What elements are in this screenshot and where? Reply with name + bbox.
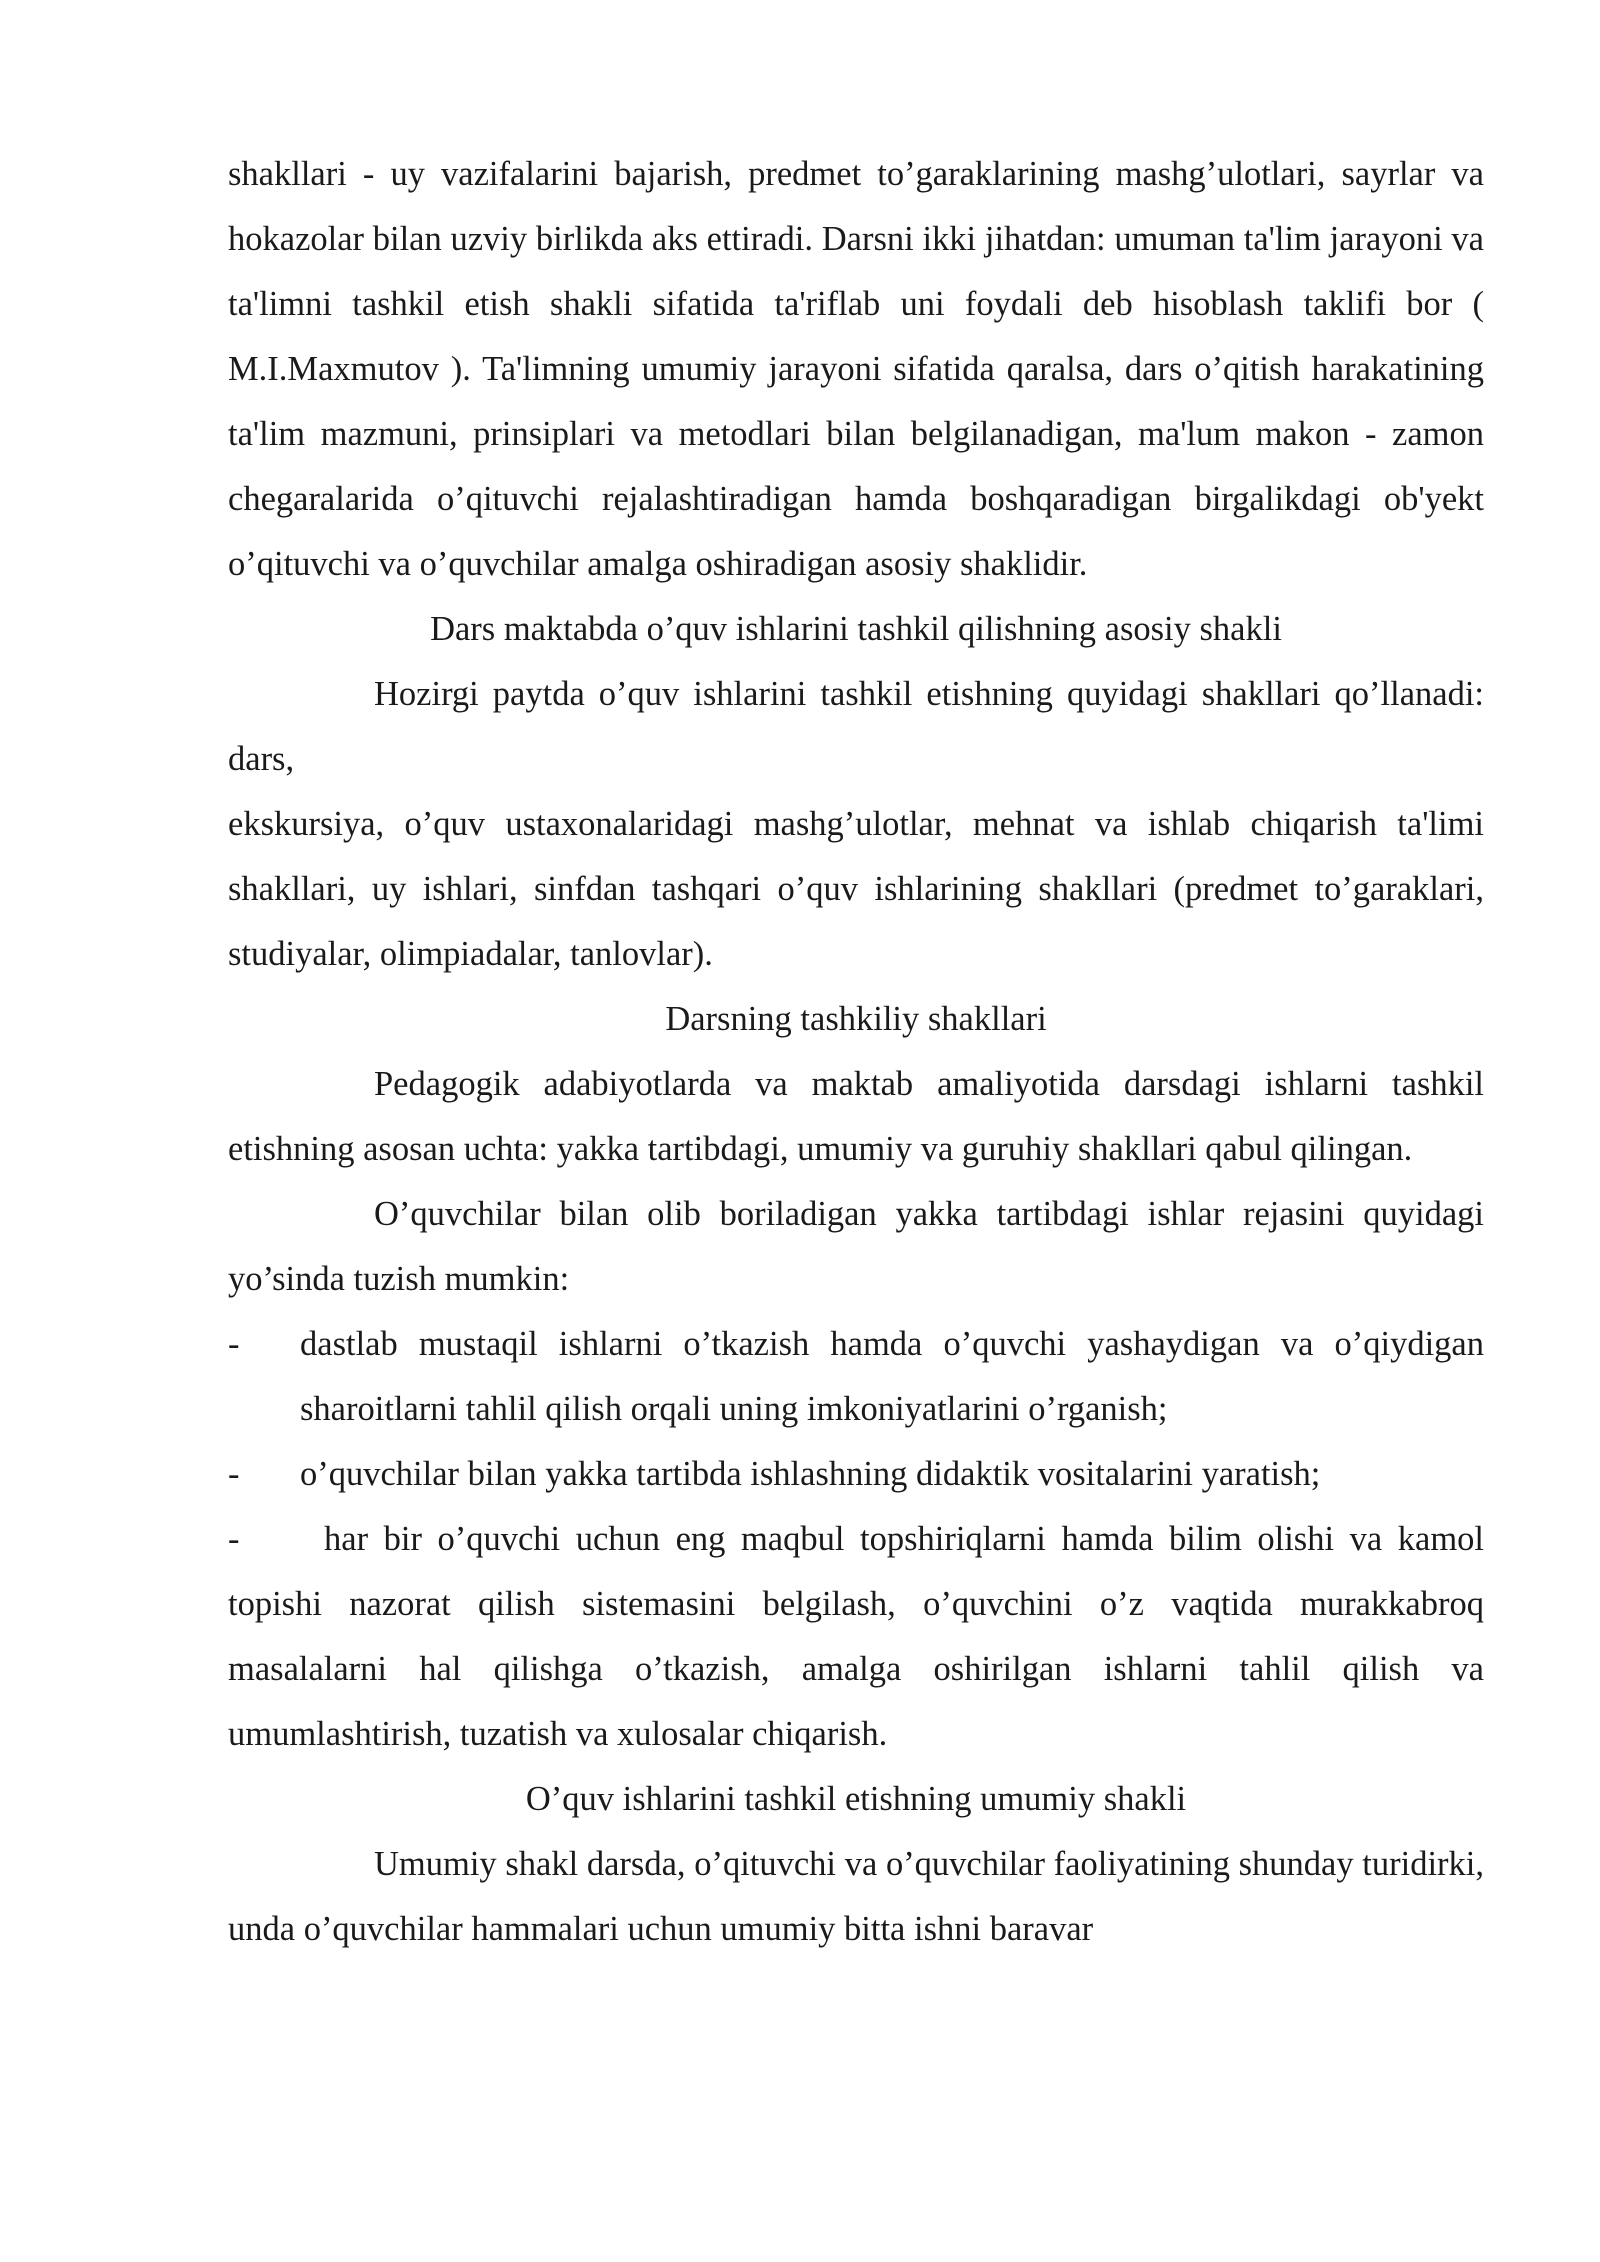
bullet-dash: - [228,1455,240,1493]
paragraph-general-form: Umumiy shakl darsda, o’qituvchi va o’quvchilar faoliyatining shunday turidirki, unda o’quvchilar hammalari uchun umumiy bitta ishni baravar [228,1845,1484,1948]
list-item [228,1442,1484,1507]
paragraph-forms-list-start: Hozirgi paytda o’quv ishlarini tashkil etishning quyidagi shakllari qo’llanadi: dars, [228,675,1484,778]
paragraph-individual-plan: O’quvchilar bilan olib boriladigan yakka tartibdagi ishlar rejasini quyidagi yo’sinda tuzish mumkin: [228,1195,1484,1298]
bullet-dash: - [228,1325,240,1363]
section-heading-organizational-forms: Darsning tashkiliy shakllari [665,1000,1047,1038]
section-heading-general-form: O’quv ishlarini tashkil etishning umumiy shakli [525,1780,1187,1818]
document-body [228,142,1484,1962]
list-item [228,1312,1484,1442]
bullet-text: har bir o’quvchi uchun eng maqbul topshiriqlarni hamda bilim olishi va kamol topishi nazorat qilish sistemasini belgilash, o’quvchini o’z vaqtida murakkabroq masalalarni hal qilishga o’tkazish, amalga oshirilgan ishlarni tahlil qilish va umumlashtirish, tuzatish va xulosalar chiqarish. [228,1520,1484,1753]
paragraph-forms-list-cont: ekskursiya, o’quv ustaxonalaridagi mashg’ulotlar, mehnat va ishlab chiqarish ta'limi shakllari, uy ishlari, sinfdan tashqari o’quv ishlarining shakllari (predmet to’garaklari, studiyalar, olimpiadalar, tanlovlar). [228,805,1484,973]
paragraph-three-forms: Pedagogik adabiyotlarda va maktab amaliyotida darsdagi ishlarni tashkil etishning asosan uchta: yakka tartibdagi, umumiy va guruhiy shakllari qabul qilingan. [228,1065,1484,1168]
bullet-text: o’quvchilar bilan yakka tartibda ishlashning didaktik vositalarini yaratish; [300,1455,1321,1493]
bullet-dash: - [228,1520,240,1558]
bullet-text: dastlab mustaqil ishlarni o’tkazish hamda o’quvchi yashaydigan va o’qiydigan sharoitlarni tahlil qilish orqali uning imkoniyatlarini o’rganish; [300,1325,1484,1428]
list-item [228,1507,1484,1767]
paragraph-intro: shakllari - uy vazifalarini bajarish, predmet to’garaklarining mashg’ulotlari, sayrlar va hokazolar bilan uzviy birlikda aks ettiradi. Darsni ikki jihatdan: umuman ta'lim jarayoni va ta'limni tashkil etish shakli sifatida ta'riflab uni foydali deb hisoblash taklifi bor ( M.I.Maxmutov ). Ta'limning umumiy jarayoni sifatida qaralsa, dars o’qitish harakatining ta'lim mazmuni, prinsiplari va metodlari bilan belgilanadigan, ma'lum makon - zamon chegaralarida o’qituvchi rejalashtiradigan hamda boshqaradigan birgalikdagi ob'yekt o’qituvchi va o’quvchilar amalga oshiradigan asosiy shaklidir. [228,155,1484,583]
section-heading-main-form: Dars maktabda o’quv ishlarini tashkil qilishning asosiy shakli [430,610,1282,648]
